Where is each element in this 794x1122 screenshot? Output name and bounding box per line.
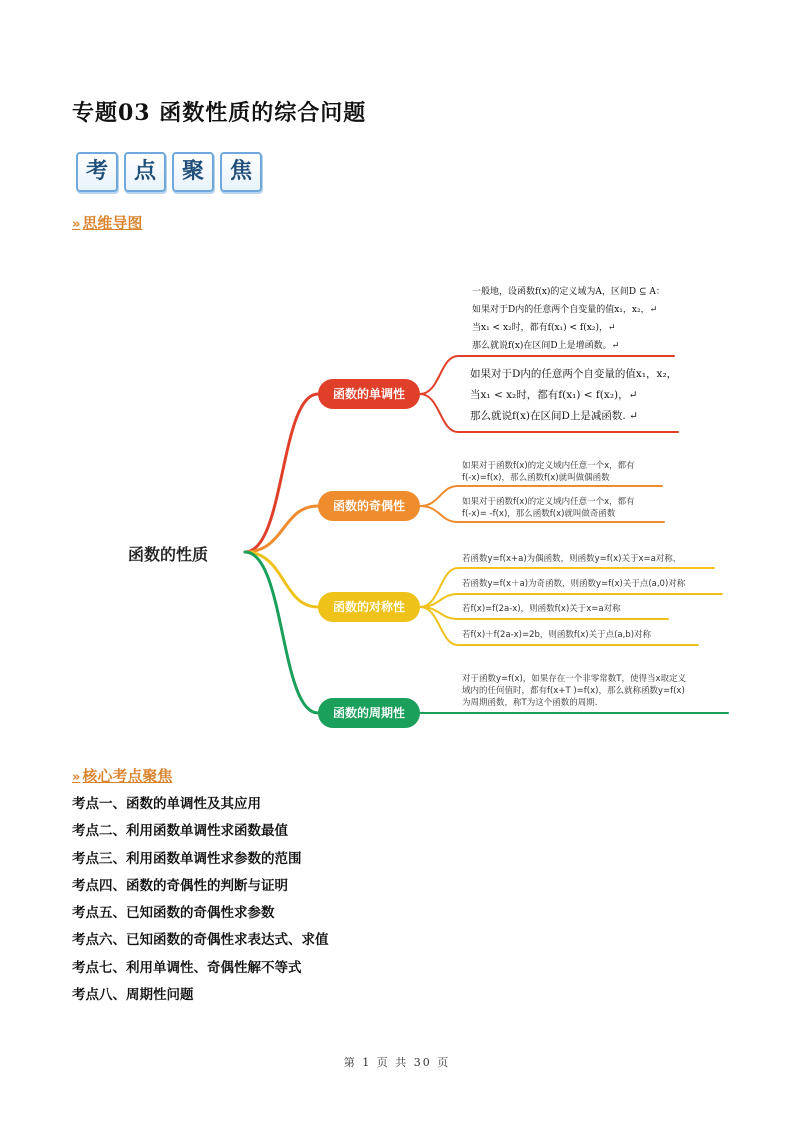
leaf-decreasing-definition: 如果对于D内的任意两个自变量的值x₁，x₂， 当x₁ < x₂时，都有f(x₁) < f(x₂)，↵ 那么就说f(x)在区间D上是减函数. ↵	[470, 368, 678, 422]
section-core-label: 核心考点聚焦	[82, 767, 173, 785]
connector-symmetry	[245, 552, 318, 607]
page-footer: 第 1 页 共 30 页	[343, 1056, 451, 1069]
leaf-even-function: 如果对于函数f(x)的定义域内任意一个x，都有 f(-x)=f(x)，那么函数f(x)就叫做偶函数	[462, 461, 635, 483]
leaf-period-definition: 对于函数y=f(x)，如果存在一个非零常数T，使得当x取定义 域内的任何值时，都有f(x+T )=f(x)，那么就称函数y=f(x) 为周期函数，称T为这个函数的周期.	[462, 674, 687, 708]
branch-periodicity: 函数的周期性	[318, 698, 420, 728]
branch-parity: 函数的奇偶性	[318, 491, 420, 521]
connector-mono	[245, 394, 318, 552]
mindmap-central-topic: 函数的性质	[128, 545, 209, 564]
leaf-symmetry-center-ab: 若f(x)＋f(2a-x)=2b，则函数f(x)关于点(a,b)对称	[462, 630, 652, 640]
badge-jiao: 焦	[220, 152, 262, 192]
list-item: 考点三、利用函数单调性求参数的范围	[72, 850, 302, 867]
page-title: 专题03 函数性质的综合问题	[72, 100, 367, 126]
leaf-symmetry-center-origin: 若函数y=f(x＋a)为奇函数，则函数y=f(x)关于点(a,0)对称	[462, 579, 686, 589]
list-item: 考点六、已知函数的奇偶性求表达式、求值	[72, 932, 329, 949]
leaf-symmetry-axis-2a: 若f(x)=f(2a-x)，则函数f(x)关于x=a对称	[462, 604, 621, 614]
connector-parity	[245, 506, 318, 552]
double-chevron-icon: »	[72, 217, 81, 232]
list-item: 考点一、函数的单调性及其应用	[72, 796, 261, 812]
badge-kao: 考	[76, 152, 118, 192]
list-item: 考点八、周期性问题	[72, 987, 194, 1004]
branch-symmetry: 函数的对称性	[318, 592, 420, 622]
section-heading-core	[72, 765, 172, 786]
leaf-odd-function: 如果对于函数f(x)的定义域内任意一个x，都有 f(-x)= -f(x)，那么函数f(x)就叫做奇函数	[462, 497, 635, 519]
leaf-symmetry-axis: 若函数y=f(x+a)为偶函数，则函数y=f(x)关于x=a对称，	[462, 554, 682, 564]
list-item: 考点四、函数的奇偶性的判断与证明	[72, 877, 288, 894]
badge-ju: 聚	[172, 152, 214, 192]
badge-dian: 点	[124, 152, 166, 192]
leaf-increasing-definition: 一般地，设函数f(x)的定义域为A，区间D ⊆ A： 如果对于D内的任意两个自变量的值x₁，x₂，↵ 当x₁ < x₂时，都有f(x₁) < f(x₂)，↵ 那么就说f(x)在区间D上是增函数。↵	[472, 287, 665, 351]
list-item: 考点五、已知函数的奇偶性求参数	[72, 905, 275, 922]
key-points-list	[72, 794, 329, 1012]
list-item: 考点二、利用函数单调性求函数最值	[72, 823, 288, 840]
branch-monotonicity: 函数的单调性	[318, 379, 420, 409]
section-mindmap-label: 思维导图	[82, 214, 143, 232]
list-item: 考点七、利用单调性、奇偶性解不等式	[72, 959, 302, 976]
double-chevron-icon: »	[72, 770, 81, 785]
